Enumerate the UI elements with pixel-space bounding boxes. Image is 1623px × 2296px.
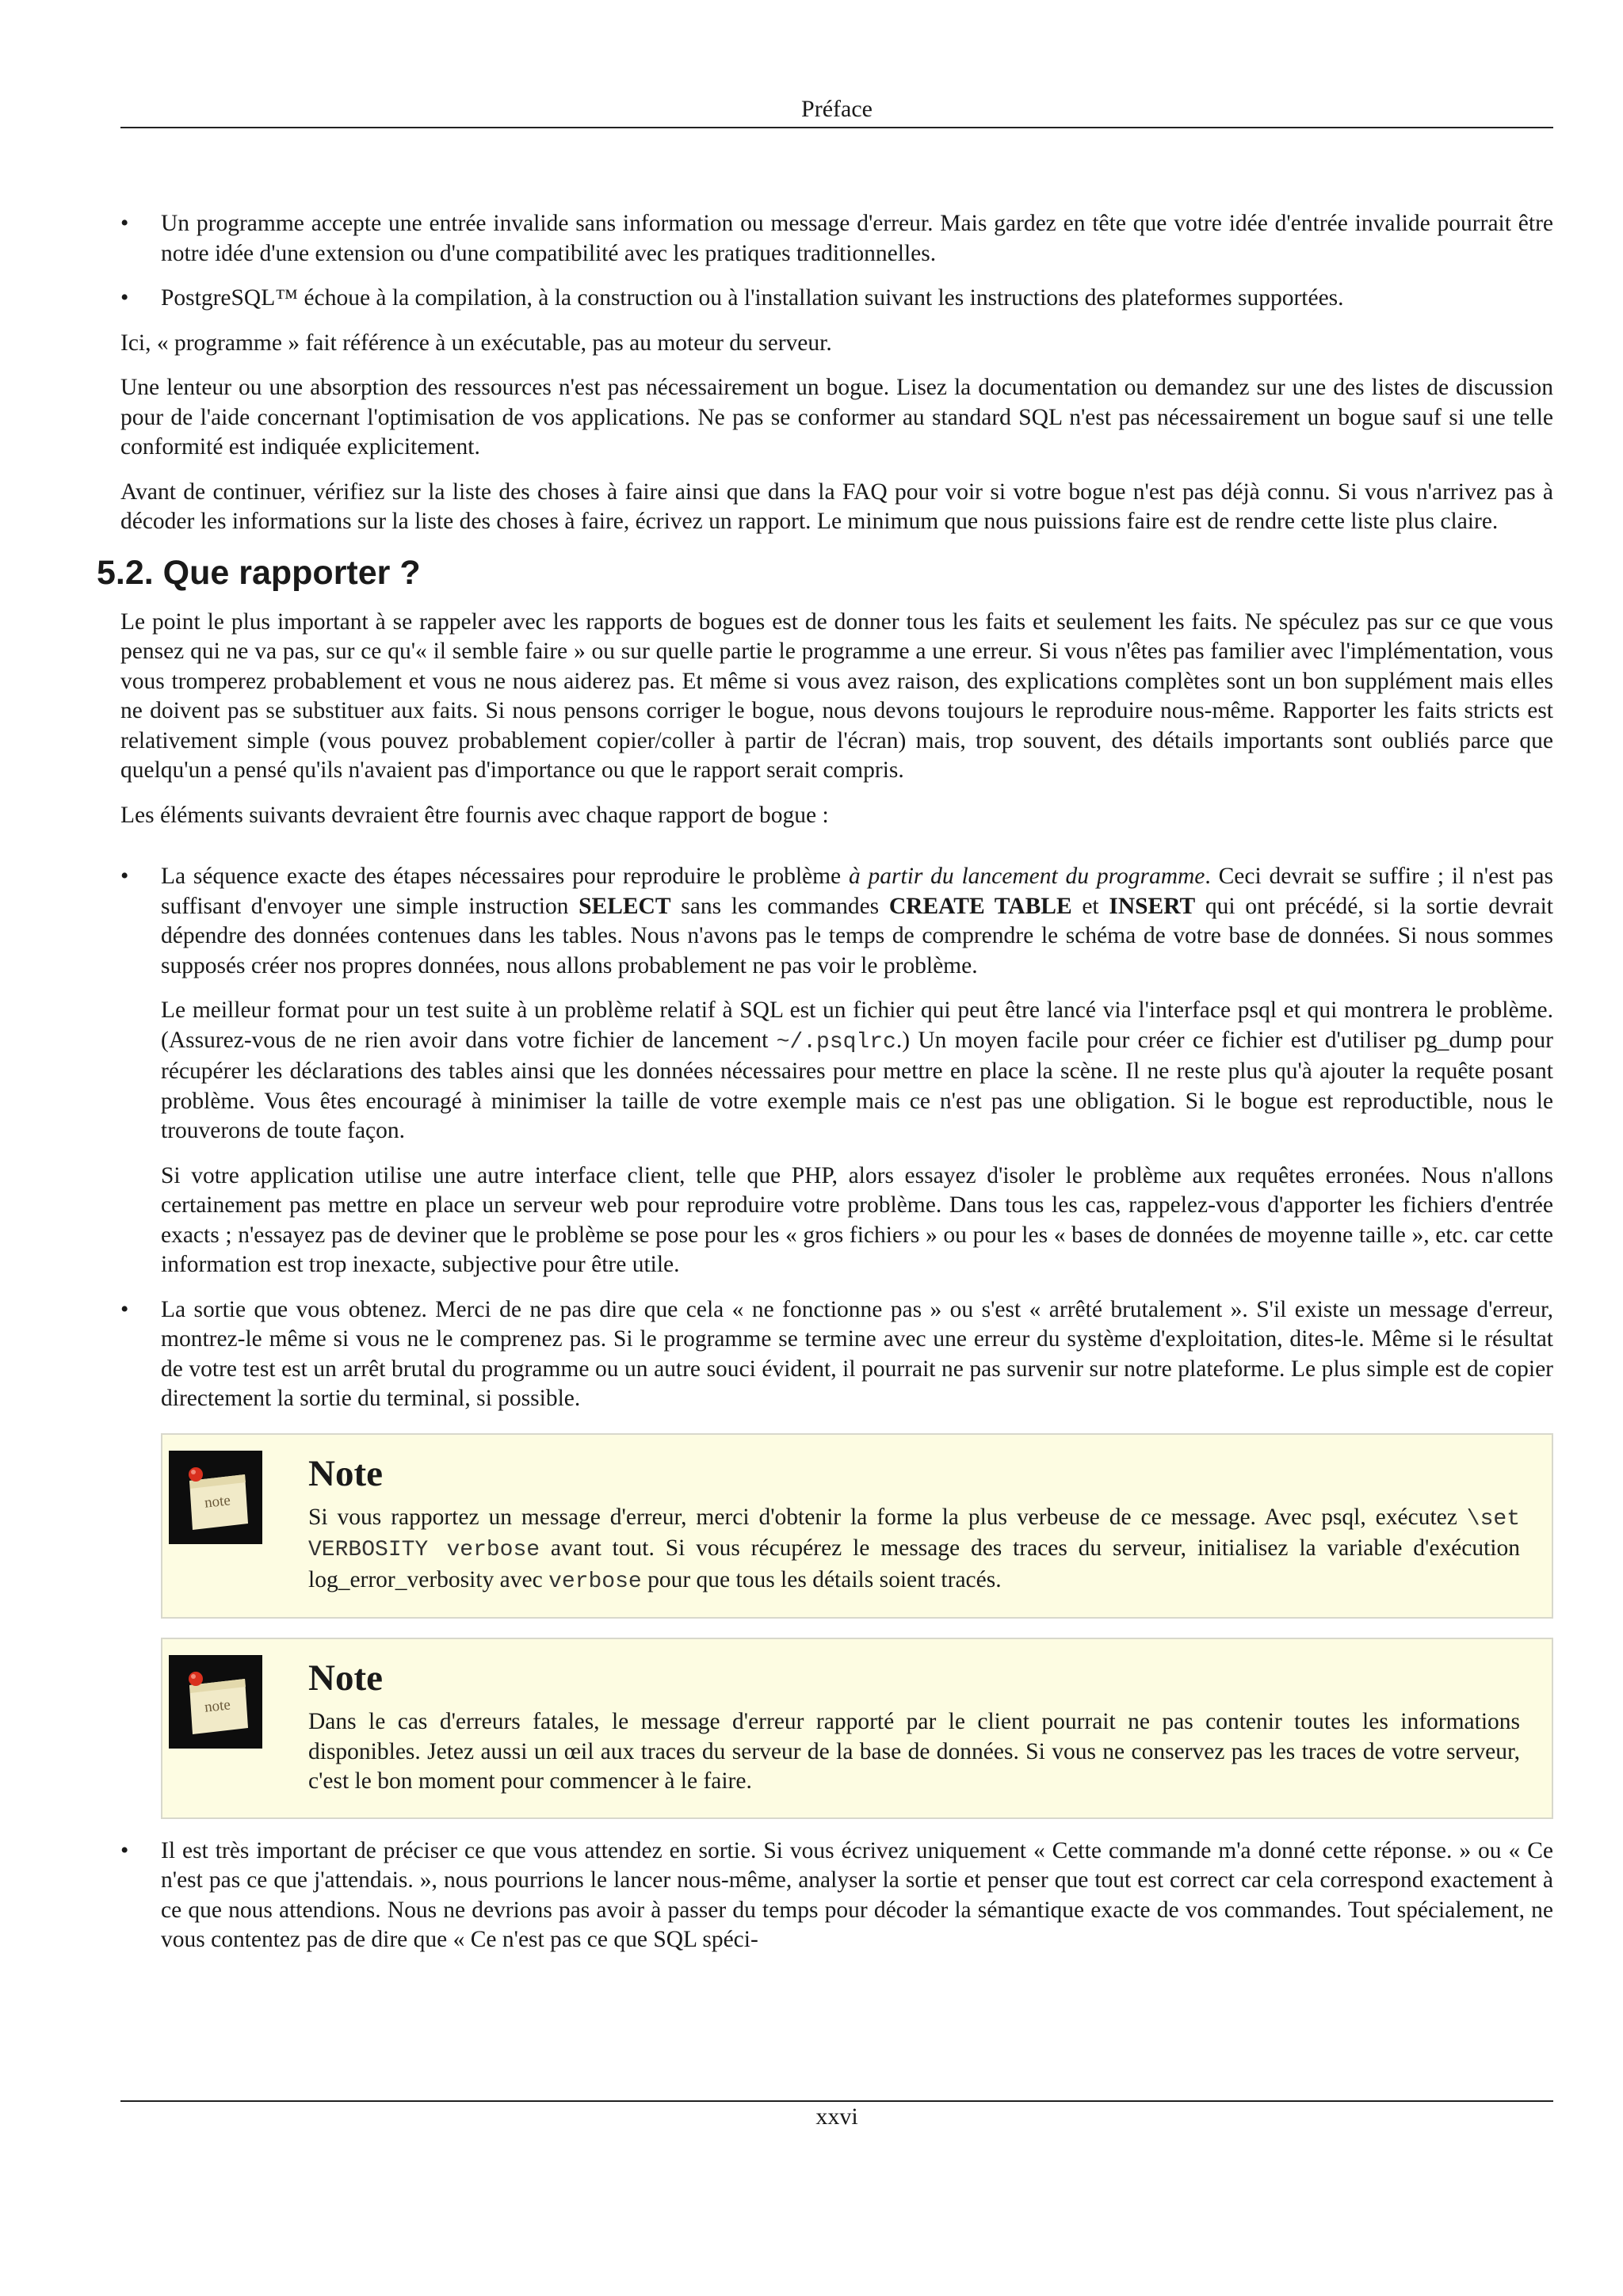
bullet-icon: • [120, 285, 129, 311]
paragraph: Ici, « programme » fait référence à un exécutable, pas au moteur du serveur. [120, 330, 832, 356]
command-create-table: CREATE TABLE [888, 893, 1072, 919]
code-psqlrc: ~/.psqlrc [776, 1029, 896, 1055]
bullet-icon: • [120, 1837, 129, 1863]
list-item-text: Un programme accepte une entrée invalide sans information ou message d'erreur. Mais gardez en tête que votre idée d'entrée invalide pourrait être notre idée d'une extension ou d'une compatibilité avec les pratiques traditionnelles. [161, 211, 1553, 266]
note-box [161, 1433, 1553, 1619]
list-item [120, 1836, 1553, 1955]
bullet-icon: • [120, 211, 129, 236]
header-rule [120, 127, 1553, 128]
paragraph: Avant de continuer, vérifiez sur la liste des choses à faire ainsi que dans la FAQ pour voir si votre bogue n'est pas déjà connu. Si vous n'arrivez pas à décoder les informations sur la liste des choses à faire, écrivez un rapport. Le minimum que nous puissions faire est de rendre cette liste plus claire. [120, 479, 1553, 534]
note-body [308, 1451, 1520, 1597]
bullet-icon: • [120, 864, 129, 889]
running-header: Préface [801, 96, 873, 122]
code-set-verbosity: \set VERBOSITY verbose [308, 1506, 1520, 1562]
svg-text:note: note [204, 1696, 231, 1716]
note-title: Note [308, 1452, 383, 1494]
list-item-text: Il est très important de préciser ce que vous attendez en sortie. Si vous écrivez uniquement « Cette commande m'a donné cette réponse. » ou « Ce n'est pas ce que j'attendais. », nous pourrions le lancer nous-même, analyser la sortie et penser que tout est correct car cela correspond exactement à ce que nous attendions. Nous ne devrions pas avoir à passer du temps pour décoder la sémantique exacte de vos commandes. Tout spécialement, ne vous contentez pas de dire que « Ce n'est pas ce que SQL spéci- [161, 1837, 1553, 1952]
list-item [120, 284, 1553, 314]
paragraph: Une lenteur ou une absorption des ressources n'est pas nécessairement un bogue. Lisez la documentation ou demandez sur une des listes de discussion pour de l'aide concernant l'optimisation de vos applications. Ne pas se conformer au standard SQL n'est pas nécessairement un bogue sauf si une telle conformité est indiquée explicitement. [120, 375, 1553, 460]
emphasis: à partir du lancement du programme [848, 864, 1205, 889]
list-item-text: La sortie que vous obtenez. Merci de ne pas dire que cela « ne fonctionne pas » ou s'est « arrêté brutalement ». S'il existe un message d'erreur, montrez-le même si vous ne le comprenez pas. Si le programme se termine avec une erreur du système d'exploitation, dites-le. Même si le résultat de votre test est un arrêt brutal du programme ou un autre souci évident, il pourrait ne pas survenir sur notre plateforme. Le plus simple est de copier directement la sortie du terminal, si possible. [161, 1296, 1553, 1411]
note-icon [169, 1655, 262, 1749]
list-item-text: La séquence exacte des étapes nécessaires pour reproduire le problème à partir du lancement du programme. Ceci devrait se suffire ; il n'est pas suffisant d'envoyer une simple instruction SELECT sans les commandes CREATE TABLE et INSERT qui ont précédé, si la sortie devrait dépendre des données contenues dans les tables. Nous n'avons pas le temps de comprendre le schéma de votre base de données. Si nous sommes supposés créer nos propres données, nous allons probablement ne pas voir le problème. [161, 864, 1553, 978]
note-box [161, 1638, 1553, 1819]
list-item-text: Si votre application utilise une autre interface client, telle que PHP, alors essayez d'isoler le problème aux requêtes erronées. Nous n'allons certainement pas mettre en place un serveur web pour reproduire votre problème. Dans tous les cas, rappelez-vous d'apporter les fichiers d'entrée exacts ; n'essayez pas de deviner que le problème se pose pour les « gros fichiers » ou pour les « bases de données de moyenne taille », etc. car cette information est trop inexacte, subjective pour être utile. [161, 1162, 1553, 1277]
paragraph: Le point le plus important à se rappeler avec les rapports de bogues est de donner tous les faits et seulement les faits. Ne spéculez pas sur ce que vous pensez qui ne va pas, sur ce qu'« il semble faire » ou sur quelle partie le programme a une erreur. Si vous n'êtes pas familier avec l'implémentation, vous vous tromperez probablement et vous ne nous aiderez pas. Et même si vous avez raison, des explications complètes sont un bon supplément mais elles ne doivent pas se substituer aux faits. Si nous pensons corriger le bogue, nous devons toujours le reproduire nous-même. Rapporter les faits stricts est relativement simple (vous pouvez probablement copier/coller à partir de l'écran) mais, trop souvent, des détails importants sont oubliés parce que quelqu'un a pensé qu'ils n'avaient pas d'importance ou que le rapport serait compris. [120, 608, 1553, 783]
list-item [120, 1295, 1553, 1819]
svg-text:note: note [204, 1491, 231, 1512]
code-verbose: verbose [548, 1569, 642, 1594]
list-item-text: PostgreSQL™ échoue à la compilation, à la construction ou à l'installation suivant les instructions des plateformes supportées. [161, 285, 1344, 311]
page-content [97, 209, 1553, 1970]
list-item [120, 862, 1553, 1280]
list-item-text: Le meilleur format pour un test suite à un problème relatif à SQL est un fichier qui peut être lancé via l'interface psql et qui montrera le problème. (Assurez-vous de ne rien avoir dans votre fichier de lancement ~/.psqlrc.) Un moyen facile pour créer ce fichier est d'utiliser pg_dump pour récupérer les déclarations des tables ainsi que les données nécessaires pour mettre en place la scène. Il ne reste plus qu'à ajouter la requête posant problème. Vous êtes encouragé à minimiser la taille de votre exemple mais ce n'est pas une obligation. Si le bogue est reproductible, nous le trouverons de toute façon. [161, 997, 1553, 1143]
note-body [308, 1655, 1520, 1797]
note-icon [169, 1451, 262, 1544]
bullet-icon: • [120, 1296, 129, 1322]
note-text: Dans le cas d'erreurs fatales, le message d'erreur rapporté par le client pourrait ne pas contenir toutes les informations disponibles. Jetez aussi un œil aux traces du serveur de la base de données. Si vous ne conservez pas les traces de votre serveur, c'est le bon moment pour commencer à le faire. [308, 1709, 1520, 1794]
note-text: Si vous rapportez un message d'erreur, merci d'obtenir la forme la plus verbeuse de ce message. Avec psql, exécutez \set VERBOSITY verbose avant tout. Si vous récupérez le message des traces du serveur, initialisez la variable d'exécution log_error_verbosity avec verbose pour que tous les détails soient tracés. [308, 1504, 1520, 1594]
footer-rule [120, 2100, 1553, 2102]
intro-bullet-list [120, 209, 1553, 314]
page-number: xxvi [815, 2103, 858, 2130]
section-title: 5.2. Que rapporter ? [97, 553, 421, 592]
report-items-list [120, 862, 1553, 1955]
list-item [120, 209, 1553, 269]
paragraph: Les éléments suivants devraient être fournis avec chaque rapport de bogue : [120, 802, 829, 828]
note-title: Note [308, 1657, 383, 1699]
command-select: SELECT [579, 893, 671, 919]
command-insert: INSERT [1109, 893, 1196, 919]
